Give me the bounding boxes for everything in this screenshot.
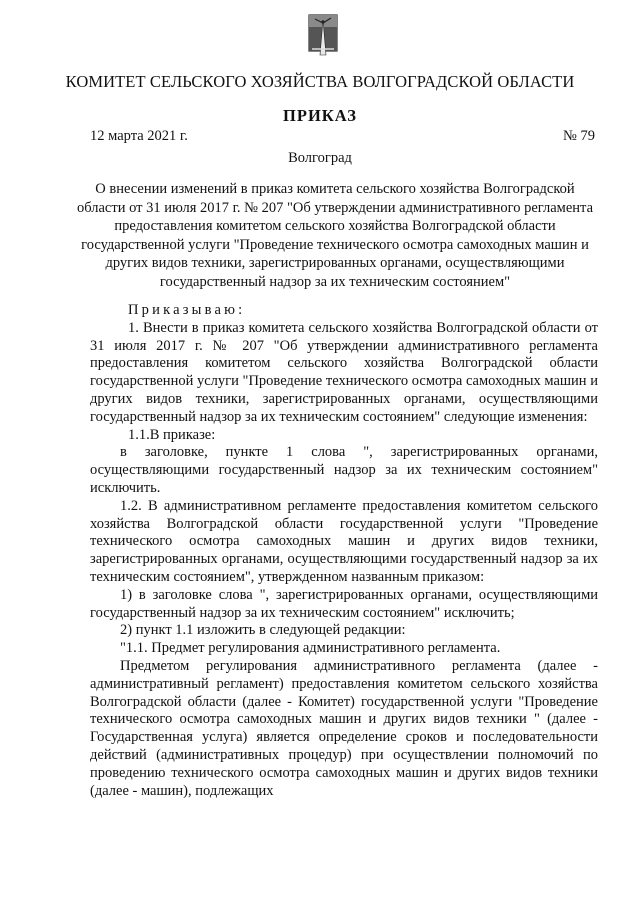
- document-date: 12 марта 2021 г.: [90, 128, 188, 144]
- document-type-title: ПРИКАЗ: [283, 106, 357, 125]
- body-paragraph: 1.1.В приказе:: [128, 426, 216, 443]
- body-paragraph: 2) пункт 1.1 изложить в следующей редакции:: [120, 622, 406, 639]
- order-opening: Приказываю:: [128, 302, 246, 318]
- body-paragraph: в заголовке, пункте 1 слова ", зарегистрированных органами, осуществляющими государственный надзор за их техническим состоянием" исключить.: [90, 444, 598, 496]
- document-body: [90, 302, 598, 800]
- coat-of-arms-icon: [306, 11, 340, 59]
- body-paragraph: 1.2. В административном регламенте предоставления комитетом сельского хозяйства Волгоградской области государственной услуги "Проведение технического осмотра самоходных машин и других видов техники, зарегистрированных органами, осуществляющими государственный надзор за их техническим состоянием", утвержденном названным приказом:: [90, 497, 598, 585]
- organization-name: КОМИТЕТ СЕЛЬСКОГО ХОЗЯЙСТВА ВОЛГОГРАДСКОЙ ОБЛАСТИ: [65, 72, 575, 91]
- document-subject: О внесении изменений в приказ комитета сельского хозяйства Волгоградской области от 31 июля 2017 г. № 207 "Об утверждении административного регламента предоставления комитетом сельского хозяйства Волгоградской области государственной услуги "Проведение технического осмотра самоходных машин и других видов техники, зарегистрированных органами, осуществляющими государственный надзор за их техническим состоянием": [76, 181, 594, 290]
- body-paragraph: "1.1. Предмет регулирования административного регламента.: [120, 640, 501, 657]
- document-city: Волгоград: [288, 150, 352, 166]
- body-paragraph: 1. Внести в приказ комитета сельского хозяйства Волгоградской области от 31 июля 2017 г. № 207 "Об утверждении административного регламента предоставления комитетом сельского хозяйства Волгоградской области государственной услуги "Проведение технического осмотра самоходных машин и других видов техники, зарегистрированных органами, осуществляющими государственный надзор за их техническим состоянием" следующие изменения:: [90, 319, 598, 425]
- body-paragraph: 1) в заголовке слова ", зарегистрированных органами, осуществляющими государственный надзор за их техническим состоянием" исключить;: [90, 586, 598, 621]
- document-number: № 79: [563, 128, 595, 144]
- body-paragraph: Предметом регулирования административного регламента (далее - административный регламент) предоставления комитетом сельского хозяйства Волгоградской области (далее - Комитет) государственной услуги "Проведение технического осмотра самоходных машин и других видов техники " (далее - Государственная услуга) является определение сроков и последовательности действий (административных процедур) при осуществлении полномочий по проведению технического осмотра самоходных машин и других видов техники (далее - машин), подлежащих: [90, 657, 598, 799]
